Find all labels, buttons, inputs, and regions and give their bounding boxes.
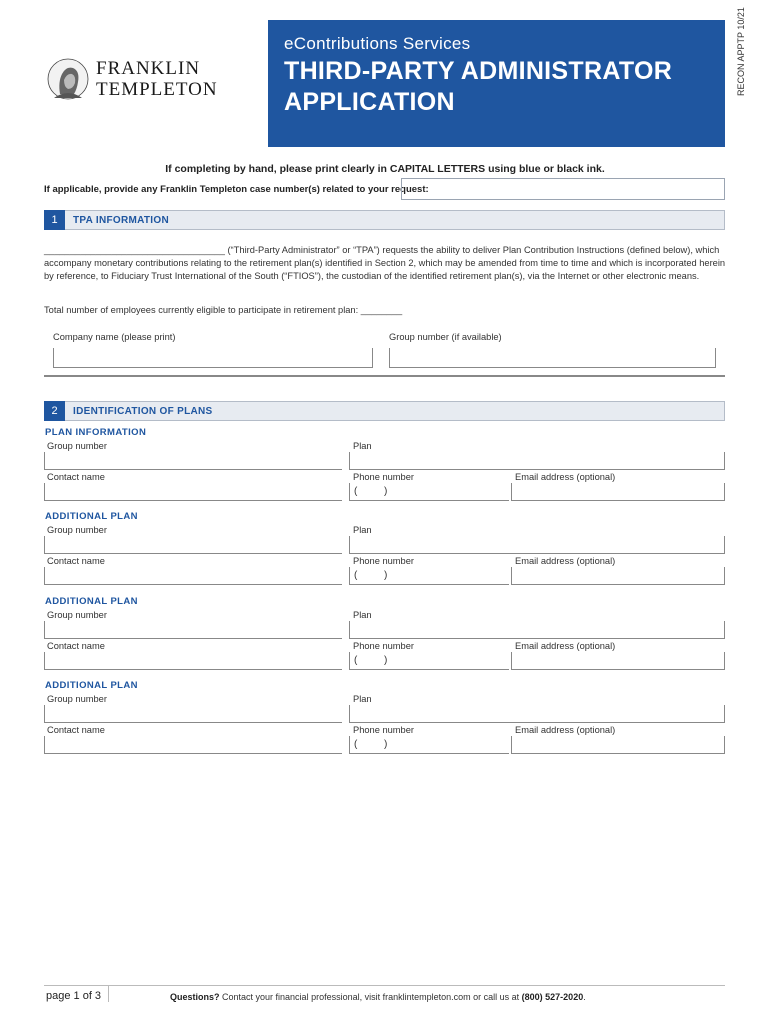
footer-period: . bbox=[583, 992, 586, 1002]
phone-number-field[interactable] bbox=[349, 652, 509, 670]
email-label: Email address (optional) bbox=[515, 725, 616, 735]
plan-name-field[interactable] bbox=[349, 536, 725, 554]
section-1-number: 1 bbox=[44, 210, 65, 230]
support-phone: (800) 527-2020 bbox=[521, 992, 584, 1002]
contact-name-field[interactable] bbox=[44, 652, 342, 670]
email-label: Email address (optional) bbox=[515, 641, 616, 651]
email-label: Email address (optional) bbox=[515, 472, 616, 482]
phone-close-paren: ) bbox=[384, 486, 388, 497]
page-title-line-1: THIRD-PARTY ADMINISTRATOR bbox=[284, 57, 673, 85]
plan-name-label: Plan bbox=[353, 694, 372, 704]
plan-name-label: Plan bbox=[353, 441, 372, 451]
phone-number-label: Phone number bbox=[353, 556, 414, 566]
phone-number-label: Phone number bbox=[353, 725, 414, 735]
plan-group-number-label: Group number bbox=[47, 610, 107, 620]
company-name-field[interactable] bbox=[53, 348, 373, 368]
phone-close-paren: ) bbox=[384, 739, 388, 750]
benjamin-franklin-seal-icon bbox=[46, 58, 90, 100]
phone-number-field[interactable] bbox=[349, 483, 509, 501]
section-2-title: IDENTIFICATION OF PLANS bbox=[73, 406, 213, 417]
questions-text: Contact your financial professional, visit franklintempleton.com or call us at bbox=[219, 992, 522, 1002]
page-title bbox=[284, 56, 672, 118]
email-field[interactable] bbox=[511, 567, 725, 585]
plan-group-number-label: Group number bbox=[47, 441, 107, 451]
plan-name-field[interactable] bbox=[349, 452, 725, 470]
plan-group-number-label: Group number bbox=[47, 694, 107, 704]
case-number-label: If applicable, provide any Franklin Templeton case number(s) related to your request: bbox=[44, 184, 429, 195]
phone-close-paren: ) bbox=[384, 655, 388, 666]
phone-number-field[interactable] bbox=[349, 736, 509, 754]
instruction-text: If completing by hand, please print clearly in CAPITAL LETTERS using blue or black ink. bbox=[165, 163, 605, 175]
plan-block-heading: PLAN INFORMATION bbox=[45, 427, 147, 438]
page-number: page 1 of 3 bbox=[46, 990, 102, 1002]
form-code: RECON APPTP 10/21 bbox=[736, 7, 746, 96]
header-subtitle: eContributions Services bbox=[284, 34, 471, 53]
contact-name-label: Contact name bbox=[47, 725, 105, 735]
page-title-line-2: APPLICATION bbox=[284, 88, 455, 116]
section-divider bbox=[44, 375, 725, 377]
logo-line-2: TEMPLETON bbox=[96, 79, 218, 100]
contact-name-field[interactable] bbox=[44, 567, 342, 585]
phone-open-paren: ( bbox=[354, 655, 358, 666]
plan-group-number-field[interactable] bbox=[44, 452, 342, 470]
plan-name-label: Plan bbox=[353, 610, 372, 620]
plan-group-number-field[interactable] bbox=[44, 536, 342, 554]
plan-group-number-field[interactable] bbox=[44, 621, 342, 639]
plan-name-field[interactable] bbox=[349, 705, 725, 723]
header-band bbox=[268, 20, 725, 147]
contact-name-label: Contact name bbox=[47, 556, 105, 566]
phone-number-field[interactable] bbox=[349, 567, 509, 585]
contact-name-field[interactable] bbox=[44, 736, 342, 754]
plan-block-heading: ADDITIONAL PLAN bbox=[45, 511, 138, 522]
section-1-header bbox=[44, 210, 725, 230]
section-2-header bbox=[44, 401, 725, 421]
phone-close-paren: ) bbox=[384, 570, 388, 581]
plan-group-number-label: Group number bbox=[47, 525, 107, 535]
phone-number-label: Phone number bbox=[353, 641, 414, 651]
company-name-label: Company name (please print) bbox=[53, 332, 176, 342]
group-number-field[interactable] bbox=[389, 348, 716, 368]
phone-open-paren: ( bbox=[354, 570, 358, 581]
case-number-field[interactable] bbox=[401, 178, 725, 200]
contact-name-label: Contact name bbox=[47, 472, 105, 482]
logo-wordmark bbox=[96, 58, 218, 100]
footer-rule bbox=[44, 985, 725, 986]
email-field[interactable] bbox=[511, 652, 725, 670]
email-field[interactable] bbox=[511, 736, 725, 754]
plan-name-label: Plan bbox=[353, 525, 372, 535]
footer-separator bbox=[108, 986, 109, 1002]
footer-questions bbox=[170, 992, 586, 1002]
email-label: Email address (optional) bbox=[515, 556, 616, 566]
plan-block-heading: ADDITIONAL PLAN bbox=[45, 680, 138, 691]
section-2-number: 2 bbox=[44, 401, 65, 421]
plan-block-heading: ADDITIONAL PLAN bbox=[45, 596, 138, 607]
email-field[interactable] bbox=[511, 483, 725, 501]
group-number-label: Group number (if available) bbox=[389, 332, 502, 342]
employees-count-label: Total number of employees currently eligible to participate in retirement plan: ________ bbox=[44, 305, 403, 315]
plan-name-field[interactable] bbox=[349, 621, 725, 639]
logo-line-1: FRANKLIN bbox=[96, 58, 201, 79]
section-1-title: TPA INFORMATION bbox=[73, 215, 169, 226]
contact-name-label: Contact name bbox=[47, 641, 105, 651]
questions-label: Questions? bbox=[170, 992, 220, 1002]
contact-name-field[interactable] bbox=[44, 483, 342, 501]
phone-number-label: Phone number bbox=[353, 472, 414, 482]
phone-open-paren: ( bbox=[354, 739, 358, 750]
phone-open-paren: ( bbox=[354, 486, 358, 497]
tpa-paragraph: ___________________________________ (“Third-Party Administrator” or “TPA”) requests the ability to deliver Plan Contribution Instructions (defined below), which accompany monetary contributions relating to the retirement plan(s) identified in Section 2, which may be amended from time to time and which is incorporated herein by reference, to Fiduciary Trust International of the South (“FTIOS”), the custodian of the identified retirement plan(s), via the Internet or other electronic means. bbox=[44, 245, 726, 281]
plan-group-number-field[interactable] bbox=[44, 705, 342, 723]
franklin-templeton-logo bbox=[46, 58, 236, 102]
